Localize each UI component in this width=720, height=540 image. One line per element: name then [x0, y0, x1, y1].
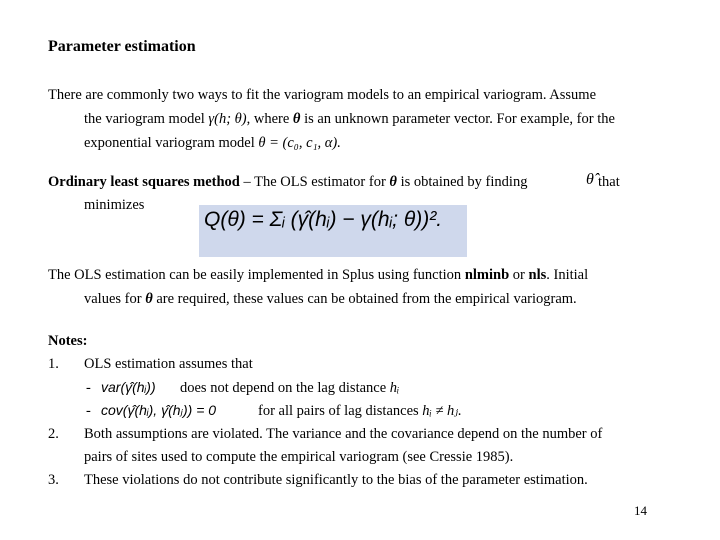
- variogram-model-math: γ(h; θ): [208, 111, 247, 127]
- sub-bullet-dash: -: [86, 380, 91, 396]
- impl-line-1: [48, 266, 588, 284]
- sub-bullet-1: [180, 379, 399, 397]
- intro-line-2: [84, 110, 615, 128]
- ols-text-b: is obtained by finding: [396, 174, 528, 190]
- function-nlminb: nlminb: [464, 267, 510, 283]
- note-2-line-2: pairs of sites used to compute the empirical variogram (see Cressie 1985).: [84, 449, 514, 465]
- intro-line-3: [84, 134, 341, 152]
- sub-bullet-1-text: does not depend on the lag distance: [180, 380, 390, 396]
- impl-text-a: The OLS estimation can be easily implemented in Splus using function: [48, 267, 465, 283]
- sub-bullet-2-text: for all pairs of lag distances: [258, 403, 423, 419]
- ols-objective-equation: Q(θ) = Σᵢ (γ̂(hᵢ) − γ(hᵢ; θ))².: [204, 208, 443, 231]
- lag-distance-pair-var: hᵢ ≠ hⱼ.: [422, 403, 462, 419]
- theta-symbol: θ: [145, 291, 153, 307]
- function-nls: nls: [528, 267, 547, 283]
- note-3-text: These violations do not contribute significantly to the bias of the parameter estimation.: [84, 472, 588, 488]
- ols-heading: Ordinary least squares method: [48, 174, 240, 190]
- intro-line-2-text-a: the variogram model: [84, 111, 209, 127]
- impl-text-d: are required, these values can be obtained from the empirical variogram.: [152, 291, 577, 307]
- note-1-text: OLS estimation assumes that: [84, 356, 253, 372]
- theta-symbol: θ: [389, 174, 397, 190]
- parameter-vector-math: θ = (c₀, c₁, α).: [258, 135, 341, 151]
- impl-or: or: [509, 267, 529, 283]
- variance-math: var(γ̂(hᵢ)): [101, 379, 156, 395]
- intro-line-2-text-c: is an unknown parameter vector. For example, for the: [300, 111, 615, 127]
- note-number-3: 3.: [48, 472, 59, 488]
- page-number: 14: [634, 503, 647, 518]
- lag-distance-var: hᵢ: [389, 380, 400, 396]
- ols-text-c: that: [598, 174, 620, 190]
- intro-line-2-text-b: , where: [246, 111, 293, 127]
- ols-text-a: – The OLS estimator for: [239, 174, 390, 190]
- impl-line-2: [84, 290, 577, 308]
- note-2-line-1: Both assumptions are violated. The variance and the covariance depend on the number of: [84, 426, 603, 442]
- theta-hat-symbol: θ̂: [586, 171, 594, 188]
- sub-bullet-dash: -: [86, 403, 91, 419]
- covariance-math: cov(γ̂(hᵢ), γ̂(hⱼ)) = 0: [101, 402, 217, 418]
- sub-bullet-2: [258, 402, 462, 420]
- impl-text-b: . Initial: [546, 267, 589, 283]
- note-number-1: 1.: [48, 356, 59, 372]
- intro-line-1: There are commonly two ways to fit the variogram models to an empirical variogram. Assume: [48, 87, 597, 103]
- ols-line-2: minimizes: [84, 197, 145, 213]
- intro-line-3-text: exponential variogram model: [84, 135, 259, 151]
- theta-symbol: θ: [292, 111, 301, 127]
- impl-text-c: values for: [84, 291, 146, 307]
- ols-line-1: [48, 173, 527, 191]
- notes-heading: Notes:: [48, 333, 88, 349]
- page-title: Parameter estimation: [48, 38, 196, 55]
- note-number-2: 2.: [48, 426, 59, 442]
